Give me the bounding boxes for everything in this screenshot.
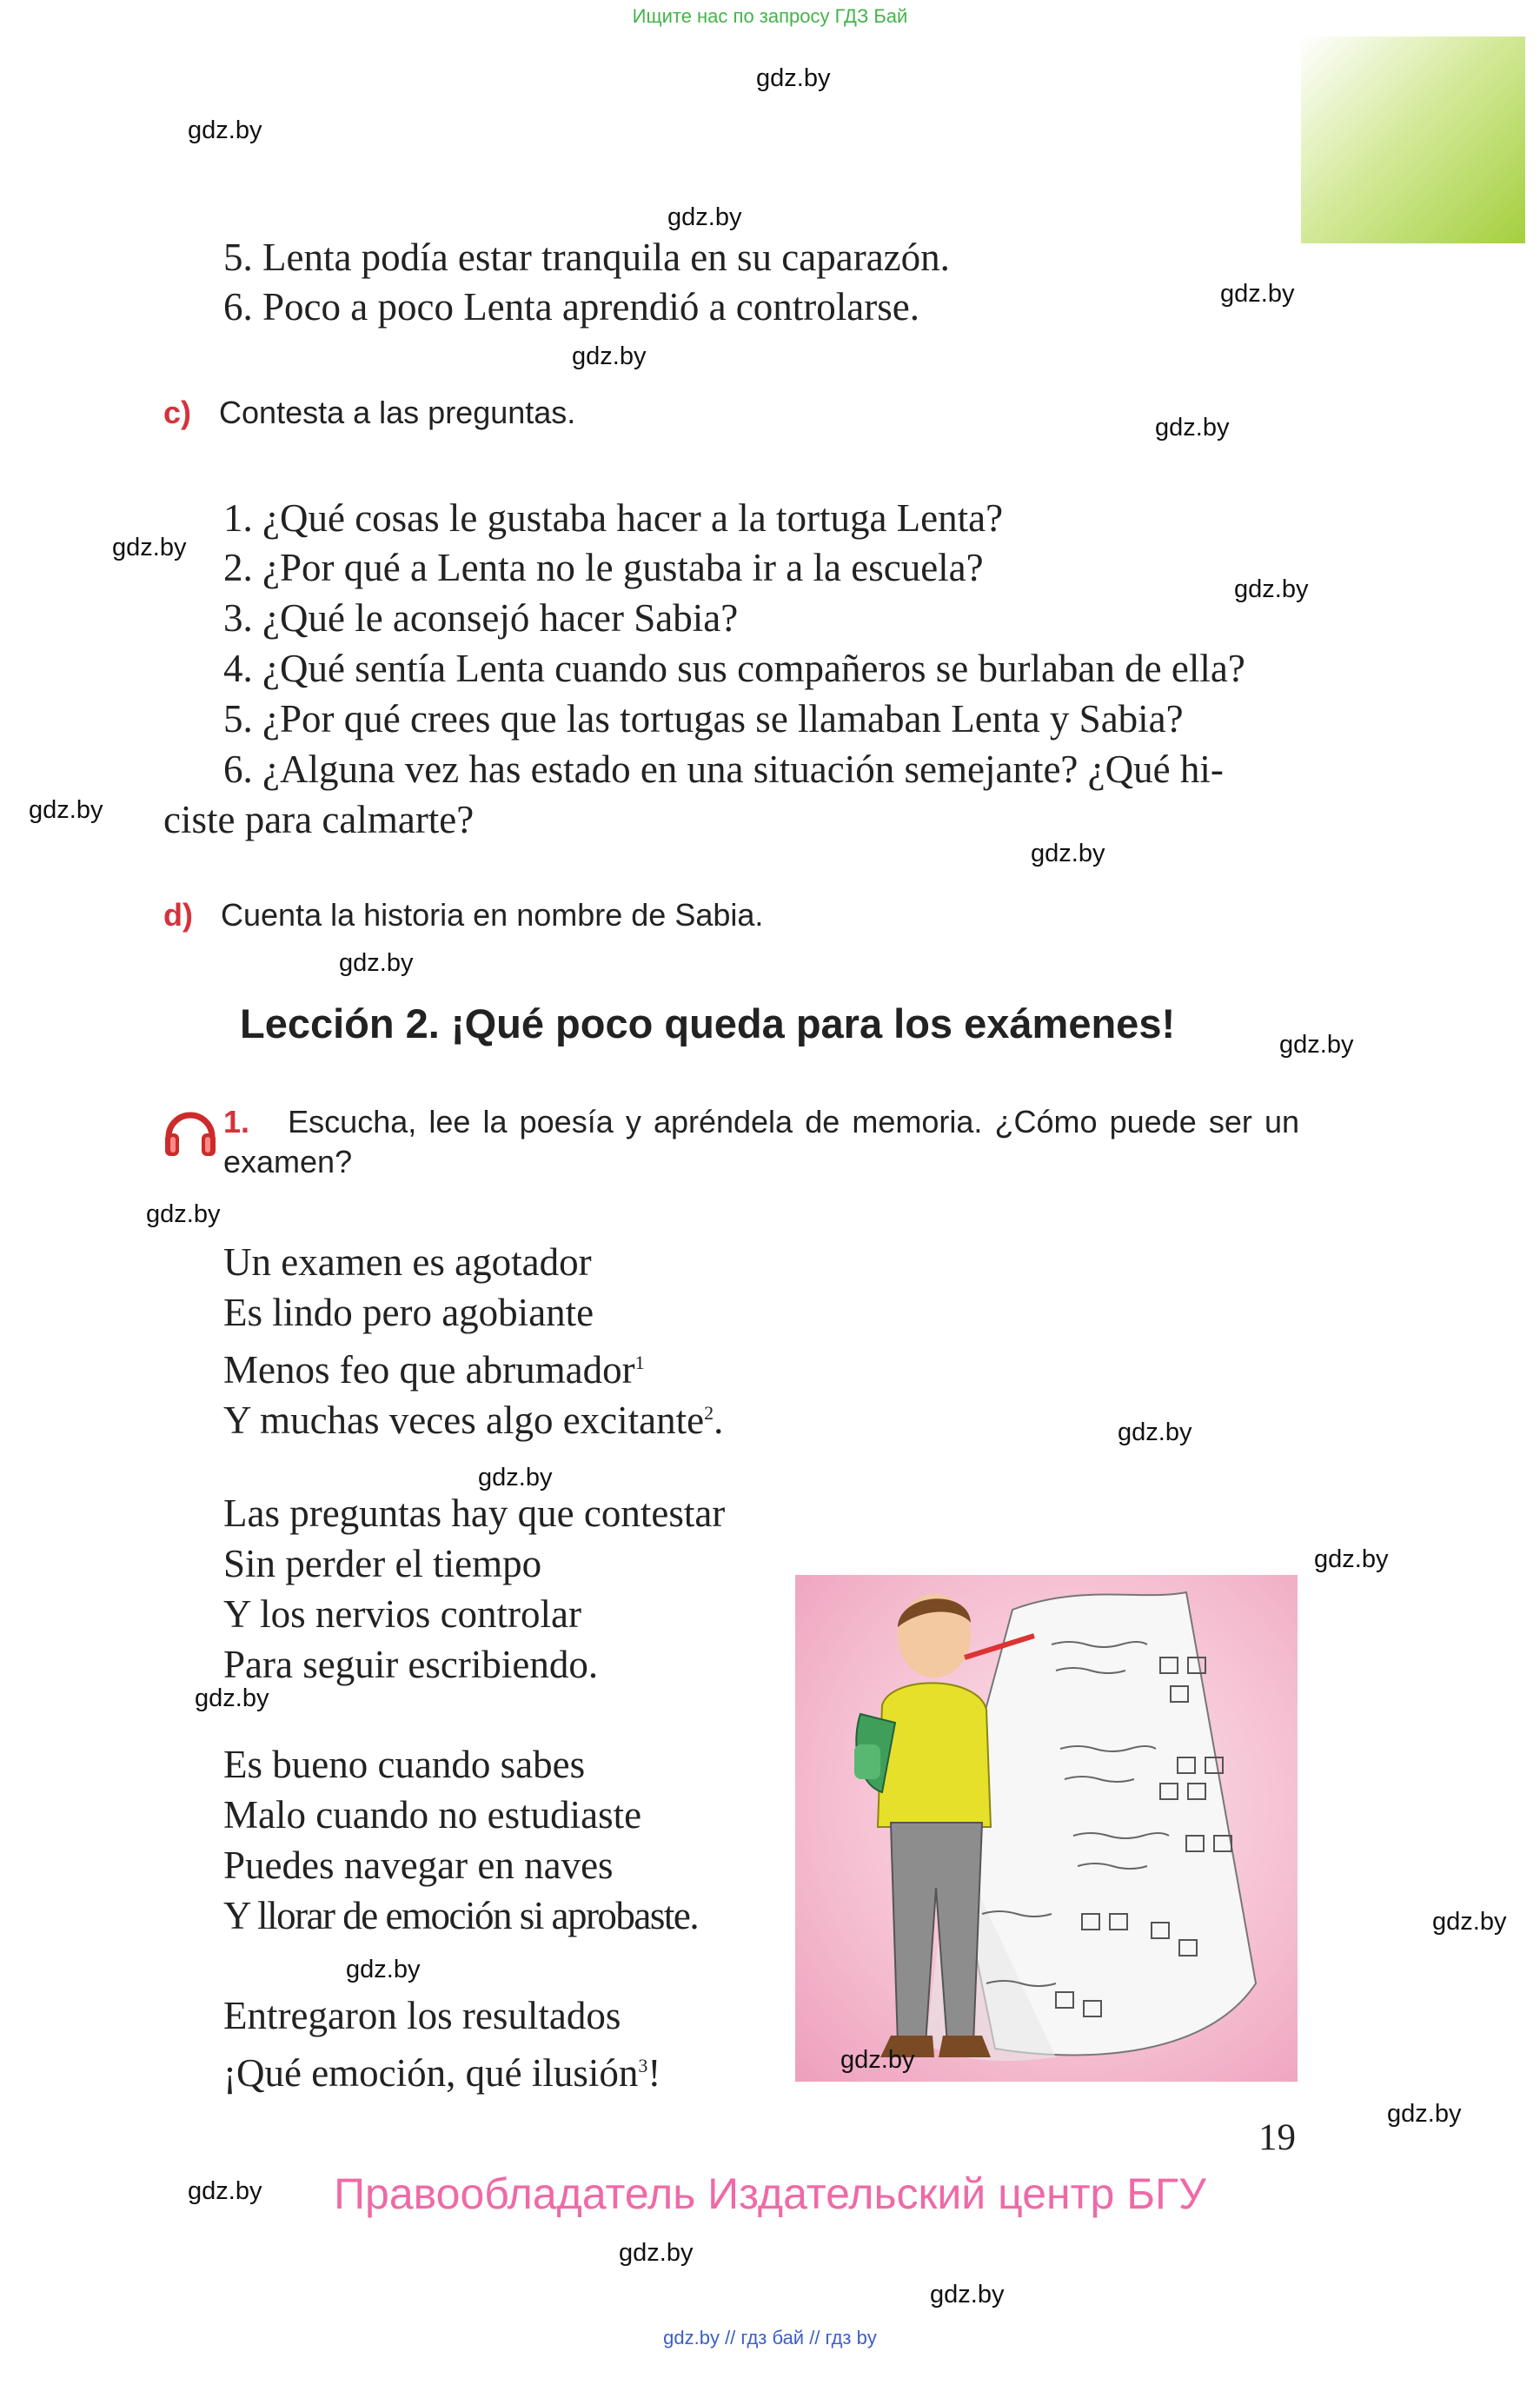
watermark: gdz.by bbox=[667, 203, 742, 231]
bottom-links[interactable]: gdz.by // гдз бай // гдз by bbox=[663, 2327, 877, 2348]
page-number: 19 bbox=[1258, 2117, 1296, 2158]
poem-line: Y los nervios controlar bbox=[223, 1592, 581, 1636]
question-item: 2. ¿Por qué a Lenta no le gustaba ir a la escuela? bbox=[223, 546, 984, 589]
watermark: gdz.by bbox=[112, 534, 187, 561]
watermark: gdz.by bbox=[339, 949, 414, 977]
watermark: gdz.by bbox=[1387, 2100, 1462, 2128]
poem-line: Malo cuando no estudiaste bbox=[223, 1793, 642, 1837]
exercise-number: 1. bbox=[223, 1104, 250, 1139]
poem-line-text: Menos feo que abrumador bbox=[223, 1348, 635, 1392]
watermark: gdz.by bbox=[1031, 840, 1105, 867]
corner-decoration bbox=[1301, 37, 1525, 243]
watermark: gdz.by bbox=[572, 342, 647, 370]
poem-line: Las preguntas hay que contestar bbox=[223, 1491, 726, 1535]
task-text: Contesta a las preguntas. bbox=[219, 395, 576, 430]
poem-line bbox=[223, 1338, 645, 1395]
poem-line: Puedes navegar en naves bbox=[223, 1844, 614, 1887]
watermark: gdz.by bbox=[346, 1956, 421, 1983]
poem-line bbox=[223, 2041, 660, 2098]
watermark: gdz.by bbox=[188, 2177, 262, 2205]
poem-punct: . bbox=[714, 1398, 724, 1442]
task-d bbox=[163, 897, 763, 933]
poem-line bbox=[223, 1388, 723, 1445]
watermark: gdz.by bbox=[29, 796, 103, 824]
question-item: 6. ¿Alguna vez has estado en una situación semejante? ¿Qué hi- bbox=[223, 747, 1224, 791]
watermark: gdz.by bbox=[930, 2281, 1005, 2309]
watermark: gdz.by bbox=[188, 116, 262, 144]
task-c bbox=[163, 395, 575, 431]
poem-punct: ! bbox=[647, 2051, 661, 2095]
list-item: 6. Poco a poco Lenta aprendió a controlarse. bbox=[223, 285, 919, 329]
watermark: gdz.by bbox=[1279, 1031, 1354, 1059]
watermark: gdz.by bbox=[1118, 1418, 1192, 1446]
question-item: 3. ¿Qué le aconsejó hacer Sabia? bbox=[223, 596, 739, 640]
poem-line: Es lindo pero agobiante bbox=[223, 1291, 594, 1334]
watermark: gdz.by bbox=[195, 1684, 269, 1712]
footnote-mark: 1 bbox=[634, 1352, 645, 1373]
watermark: gdz.by bbox=[146, 1200, 221, 1228]
task-letter: d) bbox=[163, 897, 193, 933]
lesson-title: Lección 2. ¡Qué poco queda para los exámenes! bbox=[240, 1000, 1176, 1046]
poem-line: Es bueno cuando sabes bbox=[223, 1743, 586, 1786]
watermark: gdz.by bbox=[1314, 1545, 1389, 1573]
list-item: 5. Lenta podía estar tranquila en su caparazón. bbox=[223, 236, 950, 279]
poem-line: Entregaron los resultados bbox=[223, 1994, 621, 2037]
poem-line: Para seguir escribiendo. bbox=[223, 1643, 599, 1686]
exercise-text: Escucha, lee la poesía y apréndela de memoria. ¿Cómo puede ser un examen? bbox=[223, 1104, 1299, 1179]
question-item: 5. ¿Por qué crees que las tortugas se llamaban Lenta y Sabia? bbox=[223, 697, 1184, 741]
watermark: gdz.by bbox=[478, 1464, 553, 1491]
poem-line-text: Y muchas veces algo excitante bbox=[223, 1398, 705, 1442]
poem-line-text: ¡Qué emoción, qué ilusión bbox=[223, 2051, 639, 2095]
poem-line: Y llorar de emoción si aprobaste. bbox=[223, 1894, 699, 1937]
watermark: gdz.by bbox=[840, 2046, 915, 2074]
question-item: 4. ¿Qué sentía Lenta cuando sus compañeros se burlaban de ella? bbox=[223, 647, 1245, 690]
footnote-mark: 2 bbox=[704, 1402, 714, 1424]
watermark: gdz.by bbox=[1220, 280, 1295, 308]
watermark: gdz.by bbox=[619, 2239, 694, 2267]
question-item: ciste para calmarte? bbox=[163, 798, 475, 841]
watermark: gdz.by bbox=[1432, 1908, 1507, 1936]
task-text: Cuenta la historia en nombre de Sabia. bbox=[221, 897, 764, 933]
top-banner: Ищите нас по запросу ГДЗ Бай bbox=[632, 5, 908, 27]
headphones-icon bbox=[162, 1104, 219, 1161]
watermark: gdz.by bbox=[1234, 575, 1309, 603]
task-letter: c) bbox=[163, 395, 192, 430]
exam-illustration bbox=[795, 1575, 1298, 2082]
copyright-footer: Правообладатель Издательский центр БГУ bbox=[334, 2169, 1206, 2218]
poem-line: Un examen es agotador bbox=[223, 1240, 592, 1284]
poem-line: Sin perder el tiempo bbox=[223, 1542, 542, 1585]
footnote-mark: 3 bbox=[638, 2055, 648, 2076]
exercise-1-instruction bbox=[223, 1102, 1299, 1182]
watermark: gdz.by bbox=[756, 64, 831, 92]
watermark: gdz.by bbox=[1155, 414, 1230, 442]
question-item: 1. ¿Qué cosas le gustaba hacer a la tortuga Lenta? bbox=[223, 496, 1004, 540]
